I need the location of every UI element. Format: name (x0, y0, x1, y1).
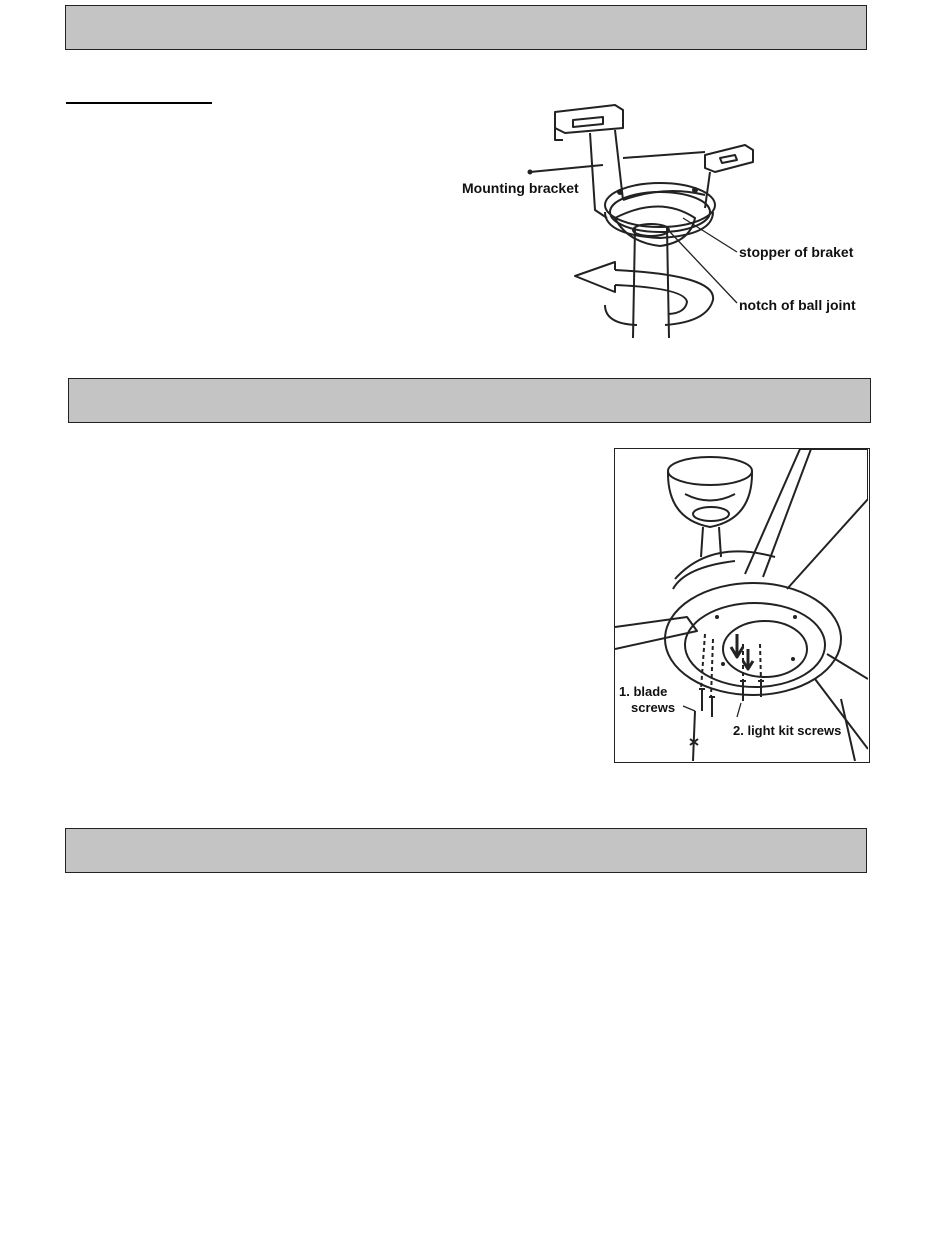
blade-screws-illustration (615, 449, 868, 761)
heading-underline (66, 102, 212, 104)
mounting-bracket-label: Mounting bracket (462, 180, 579, 196)
section-header-bar-3 (65, 828, 867, 873)
light-kit-screws-label: 2. light kit screws (733, 723, 842, 738)
mounting-bracket-figure (455, 100, 875, 338)
blade-screws-label-line2: screws (631, 700, 676, 715)
mounting-bracket-illustration (455, 100, 875, 338)
blade-screws-figure (614, 448, 870, 763)
section-header-bar-2 (68, 378, 871, 423)
notch-label: notch of ball joint (739, 297, 856, 313)
stopper-label: stopper of braket (739, 244, 854, 260)
section-header-bar-1 (65, 5, 867, 50)
blade-screws-label-line1: 1. blade (619, 684, 668, 699)
